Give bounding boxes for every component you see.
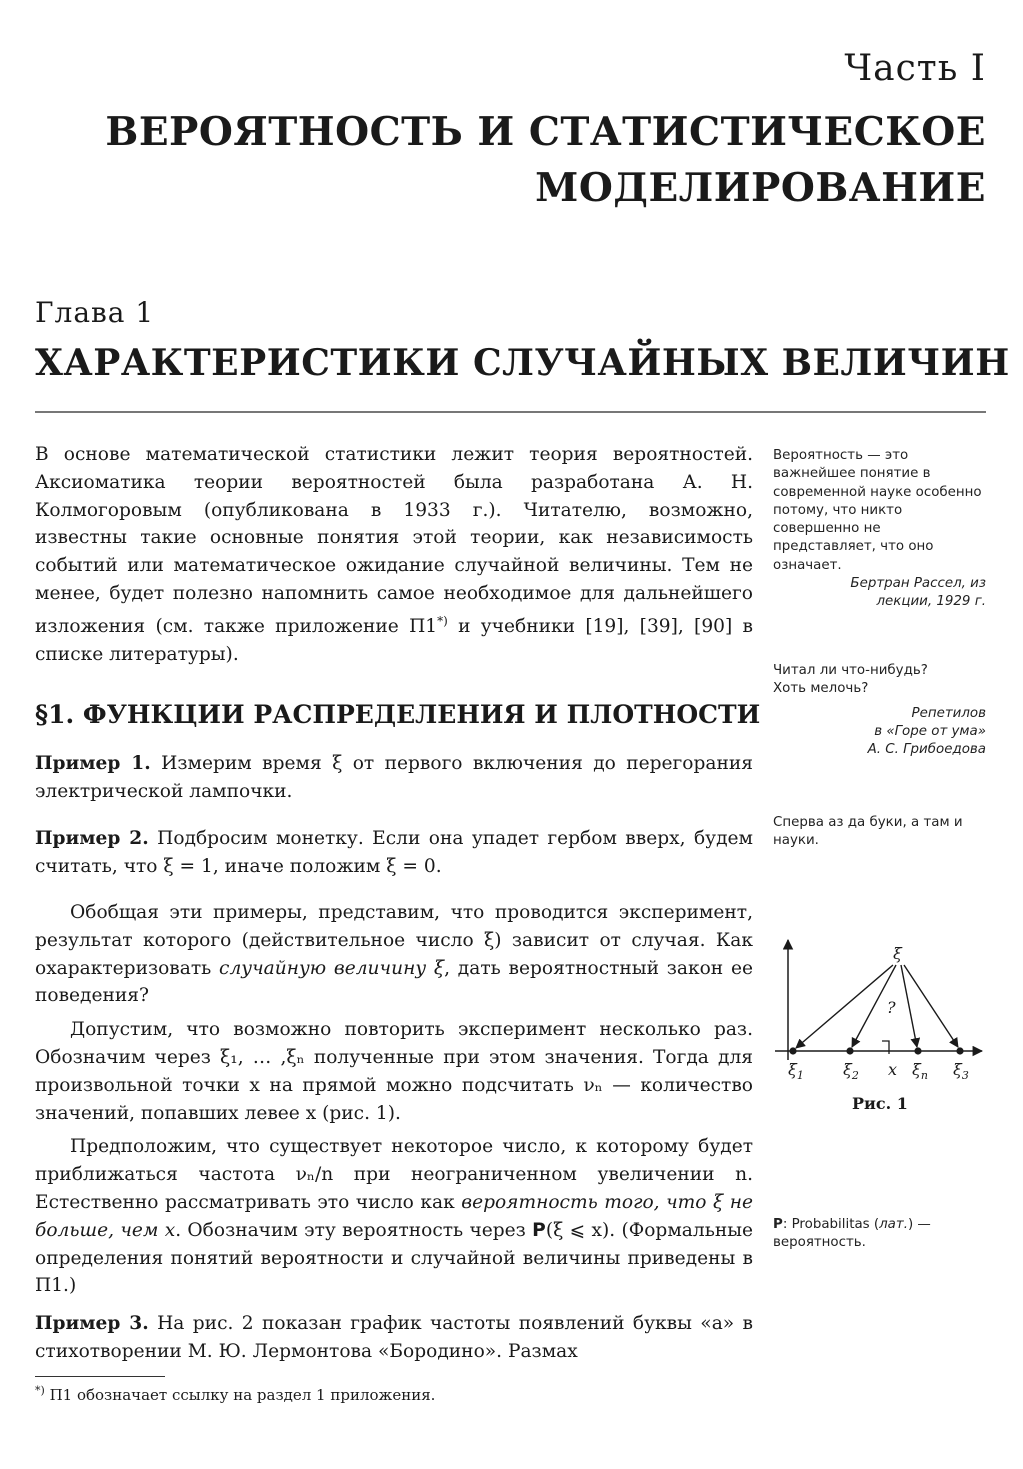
note-italic: лат. (879, 1217, 908, 1232)
sidebar-proverb (773, 814, 986, 851)
intro-text-a: В основе математической статистики лежит теория вероятностей. Аксиоматика теории вероятностей была разработана А. Н. Колмогоровым (опубликована в 1933 г.). Читателю, возможно, известны такие основные понятия этой теории, как независимость событий или математическое ожидание случайной величины. Тем не менее, будет полезно напомнить самое необходимое для дальнейшего изложения (см. также приложение П1 (35, 444, 753, 637)
chapter-label: Глава 1 (35, 296, 155, 329)
arrow-to-xi3 (904, 965, 958, 1047)
paragraph-3-emphasis: вероятность того, что ξ не больше, чем x (35, 1191, 753, 1241)
paragraph-3-text-a: Предположим, что существует некоторое число, к которому будет приближаться частота νₙ/n при неограниченном увеличении n. Естественно рассматривать это число как (35, 1136, 753, 1213)
note-symbol: P (773, 1217, 783, 1232)
quote-2-attr-line2: в «Горе от ума» (874, 723, 986, 739)
point-xi2 (846, 1047, 853, 1054)
example-1-label: Пример 1. (35, 753, 151, 774)
example-1-text: Измерим время ξ от первого включения до перегорания электрической лампочки. (35, 753, 754, 802)
example-3-label: Пример 3. (35, 1313, 149, 1334)
quote-2-attr-line3: А. С. Грибоедова (867, 742, 986, 758)
example-2-text: Подбросим монетку. Если она упадет гербом вверх, будем считать, что ξ = 1, иначе положим ξ = 0. (35, 828, 754, 877)
part-label: Часть I (844, 48, 986, 89)
arrows (796, 965, 958, 1048)
label-xin: $\xi_n$ (912, 1060, 928, 1082)
quote-2-text: Читал ли что-нибудь? Хоть мелочь? (773, 663, 928, 697)
point-xi1 (789, 1047, 796, 1054)
label-x: x (888, 1060, 898, 1079)
example-1 (35, 750, 753, 806)
note-text-a: : Probabilitas ( (782, 1217, 880, 1232)
paragraph-1-emphasis: случайную величину ξ (219, 957, 445, 979)
footnote (35, 1384, 435, 1404)
body-paragraphs (35, 899, 753, 1300)
part-title: ВЕРОЯТНОСТЬ И СТАТИСТИЧЕСКОЕ МОДЕЛИРОВАНИЕ (105, 109, 986, 211)
footnote-marker[interactable]: *) (437, 613, 448, 628)
paragraph-3-text-c: (ξ ⩽ x). (Формальные определения понятий вероятности и случайной величины приведены в П1.) (35, 1219, 754, 1297)
chapter-title: ХАРАКТЕРИСТИКИ СЛУЧАЙНЫХ ВЕЛИЧИН (35, 342, 1010, 384)
point-xin (914, 1047, 921, 1054)
example-2 (35, 825, 753, 881)
arrow-to-xi1 (796, 965, 893, 1048)
quote-3-text: Сперва аз да буки, а там и науки. (773, 815, 963, 849)
note-text-b: ) — вероятность. (773, 1217, 931, 1251)
paragraph-2: Допустим, что возможно повторить эксперимент несколько раз. Обозначим через ξ₁, … ,ξₙ полученные при этом значения. Тогда для произвольной точки x на прямой можно подсчитать νₙ — количество значений, попавших левее x (рис. 1). (35, 1019, 753, 1124)
label-xi3: $\xi_3$ (953, 1060, 969, 1082)
paragraph-1 (35, 899, 753, 1010)
paragraph-1-text-a: Обобщая эти примеры, представим, что проводится эксперимент, результат которого (действительное число ξ) зависит от случая. Как охарактеризовать (35, 902, 753, 979)
arrow-to-xin (901, 965, 917, 1047)
label-xi2: $\xi_2$ (843, 1060, 859, 1082)
example-3 (35, 1310, 753, 1366)
probability-symbol: P (532, 1219, 546, 1241)
example-3-text: На рис. 2 показан график частоты появлений буквы «а» в стихотворении М. Ю. Лермонтова «Бородино». Размах (35, 1313, 754, 1362)
paragraph-1-text-b: , дать вероятностный закон ее поведения? (35, 957, 753, 1007)
quote-1-attribution: Бертран Рассел, из лекции, 1929 г. (850, 576, 986, 610)
xi-origin-label: ξ (893, 944, 902, 963)
footnote-mark: *) (35, 1384, 45, 1397)
x-bracket (882, 1041, 889, 1054)
intro-paragraph (35, 441, 753, 669)
footnote-divider (35, 1376, 165, 1377)
quote-2-attr-line1: Репетилов (911, 705, 986, 721)
figure-1-diagram (770, 935, 986, 1085)
intro-text-b: и учебники [19], [39], [90] в списке литературы). (35, 615, 753, 665)
point-xi3 (956, 1047, 963, 1054)
section-title: §1. ФУНКЦИИ РАСПРЕДЕЛЕНИЯ И ПЛОТНОСТИ (35, 700, 761, 729)
sidebar-note-probabilitas (773, 1216, 986, 1253)
question-mark: ? (887, 998, 896, 1017)
label-xi1: $\xi_1$ (788, 1060, 804, 1082)
quote-1-text: Вероятность — это важнейшее понятие в современной науке особенно потому, что никто совершенно не представляет, что оно означает. (773, 448, 982, 573)
paragraph-3 (35, 1133, 753, 1300)
paragraph-3-text-b: . Обозначим эту вероятность через (175, 1219, 533, 1241)
sidebar-quote-russell (773, 447, 986, 612)
example-2-label: Пример 2. (35, 828, 149, 849)
figure-caption: Рис. 1 (852, 1094, 908, 1113)
footnote-text: П1 обозначает ссылку на раздел 1 приложения. (44, 1386, 436, 1404)
sidebar-quote-griboedov (773, 662, 986, 759)
chapter-divider (35, 411, 986, 413)
